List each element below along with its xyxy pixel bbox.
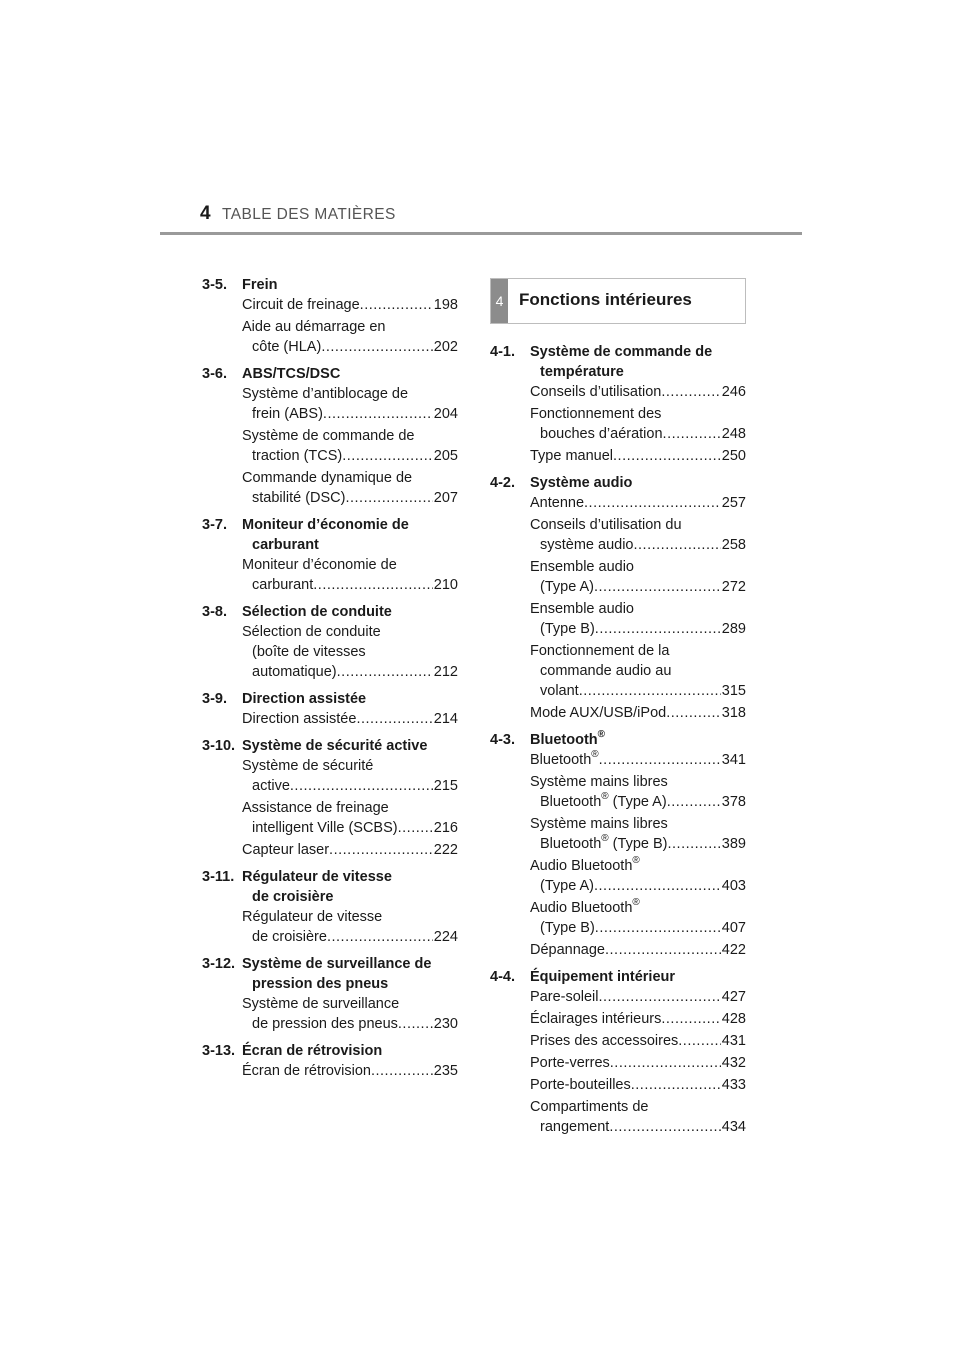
dot-leader [631, 1075, 721, 1095]
section-title: Moniteur d’économie de carburant [242, 517, 409, 553]
section-heading[interactable] [202, 867, 458, 907]
toc-entry[interactable] [490, 898, 746, 938]
section-heading[interactable] [202, 1041, 458, 1061]
toc-left-column [202, 275, 458, 1081]
section-title: ABS/TCS/DSC [242, 366, 341, 382]
page-ref: 407 [721, 920, 746, 936]
dot-leader [584, 493, 721, 513]
toc-entry[interactable] [490, 493, 746, 513]
dot-leader [321, 337, 432, 357]
section-title: Frein [242, 277, 278, 293]
toc-entry[interactable] [202, 907, 458, 947]
entry-label: Système mains libres [530, 774, 668, 790]
section-number: 3-11. [202, 869, 235, 885]
toc-section [490, 967, 746, 1137]
entry-label: de pression des pneus [252, 1016, 398, 1032]
toc-section [202, 1041, 458, 1081]
toc-entry[interactable] [490, 599, 746, 639]
toc-entry[interactable] [202, 756, 458, 796]
entry-label: Système de commande de [242, 428, 415, 444]
entry-label: Système de surveillance [242, 996, 400, 1012]
section-heading[interactable] [490, 730, 746, 750]
page-ref: 248 [721, 426, 746, 442]
section-number: 3-10. [202, 738, 236, 754]
entry-label: Bluetooth® (Type B) [540, 833, 668, 852]
toc-entry[interactable] [490, 750, 746, 770]
toc-entry[interactable] [202, 798, 458, 838]
entry-label: Porte-verres [530, 1055, 610, 1071]
toc-right-column [490, 342, 746, 1137]
dot-leader [609, 1117, 720, 1137]
toc-entry[interactable] [202, 709, 458, 729]
page-ref: 289 [721, 621, 746, 637]
entry-label: Éclairages intérieurs [530, 1011, 662, 1027]
toc-entry[interactable] [490, 557, 746, 597]
entry-label: Ensemble audio [530, 601, 634, 617]
page-ref: 434 [721, 1119, 746, 1135]
dot-leader [327, 927, 433, 947]
entry-label: Fonctionnement des [530, 406, 662, 422]
toc-entry[interactable] [490, 1097, 746, 1137]
entry-label: Antenne [530, 495, 585, 511]
page-ref: 198 [433, 297, 458, 313]
entry-label: (boîte de vitesses [252, 644, 366, 660]
chapter-number-tab: 4 [491, 279, 508, 323]
entry-label: (Type B) [540, 621, 595, 637]
entry-label: Écran de rétrovision [242, 1063, 371, 1079]
dot-leader [398, 818, 433, 838]
entry-label: (Type B) [540, 920, 595, 936]
section-title: Sélection de conduite [242, 604, 392, 620]
toc-section [202, 689, 458, 729]
page-ref: 389 [721, 836, 746, 852]
toc-section [202, 602, 458, 682]
toc-entry[interactable] [490, 446, 746, 466]
section-heading[interactable] [202, 689, 458, 709]
dot-leader [594, 577, 721, 597]
entry-label: traction (TCS) [252, 448, 343, 464]
toc-section [202, 515, 458, 595]
toc-entry[interactable] [202, 555, 458, 595]
toc-entry[interactable] [490, 641, 746, 701]
page-ref: 214 [433, 711, 458, 727]
dot-leader [329, 840, 433, 860]
entry-label: Conseils d’utilisation du [530, 517, 682, 533]
entry-label: Fonctionnement de la [530, 643, 670, 659]
page-ref: 216 [433, 820, 458, 836]
section-title: Bluetooth® [530, 729, 606, 748]
page-ref: 204 [433, 406, 458, 422]
chapter-heading-box [490, 278, 746, 324]
toc-section [490, 730, 746, 960]
page-ref: 378 [721, 794, 746, 810]
dot-leader [595, 619, 721, 639]
section-heading[interactable] [202, 275, 458, 295]
toc-entry[interactable] [202, 426, 458, 466]
dot-leader [323, 404, 433, 424]
toc-entry[interactable] [202, 1061, 458, 1081]
toc-entry[interactable] [490, 1009, 746, 1029]
toc-entry[interactable] [202, 468, 458, 508]
page-ref: 428 [721, 1011, 746, 1027]
entry-label: Direction assistée [242, 711, 357, 727]
toc-entry[interactable] [202, 840, 458, 860]
entry-label: Ensemble audio [530, 559, 634, 575]
entry-label: côte (HLA) [252, 339, 322, 355]
section-number: 4-2. [490, 475, 515, 491]
entry-label: Pare-soleil [530, 989, 599, 1005]
page-ref: 207 [433, 490, 458, 506]
toc-section [202, 867, 458, 947]
page-ref: 202 [433, 339, 458, 355]
entry-label: Commande dynamique de [242, 470, 413, 486]
toc-section [490, 473, 746, 723]
section-heading[interactable] [490, 473, 746, 493]
chapter-title: Fonctions intérieures [519, 290, 692, 309]
entry-label: (Type A) [540, 878, 594, 894]
page-ref: 250 [721, 448, 746, 464]
section-number: 3-7. [202, 517, 227, 533]
header-rule [160, 232, 802, 235]
dot-leader [661, 382, 720, 402]
page-ref: 318 [721, 705, 746, 721]
page-ref: 431 [721, 1033, 746, 1049]
toc-section [202, 736, 458, 860]
dot-leader [342, 446, 433, 466]
page-ref: 205 [433, 448, 458, 464]
section-title: Système audio [530, 475, 633, 491]
page-ref: 433 [721, 1077, 746, 1093]
section-heading[interactable] [202, 602, 458, 622]
toc-entry[interactable] [490, 772, 746, 812]
section-title: Écran de rétrovision [242, 1043, 383, 1059]
entry-label: Circuit de freinage [242, 297, 360, 313]
section-heading[interactable] [490, 342, 746, 382]
section-number: 3-12. [202, 956, 236, 972]
entry-label: Prises des accessoires [530, 1033, 679, 1049]
page-ref: 210 [433, 577, 458, 593]
section-number: 4-4. [490, 969, 515, 985]
toc-entry[interactable] [490, 515, 746, 555]
dot-leader [313, 575, 433, 595]
entry-label: stabilité (DSC) [252, 490, 346, 506]
dot-leader [599, 750, 721, 770]
section-heading[interactable] [490, 967, 746, 987]
page-ref: 315 [721, 683, 746, 699]
toc-entry[interactable] [202, 622, 458, 682]
dot-leader [678, 1031, 721, 1051]
toc-section [490, 342, 746, 466]
entry-label: Conseils d’utilisation [530, 384, 662, 400]
page-ref: 246 [721, 384, 746, 400]
toc-section [202, 275, 458, 357]
entry-label: Bluetooth® (Type A) [540, 791, 667, 810]
section-number: 3-6. [202, 366, 227, 382]
toc-entry[interactable] [490, 987, 746, 1007]
dot-leader [595, 918, 721, 938]
toc-entry[interactable] [490, 814, 746, 854]
toc-entry[interactable] [202, 295, 458, 315]
section-number: 3-13. [202, 1043, 236, 1059]
entry-label: intelligent Ville (SCBS) [252, 820, 398, 836]
page-header [200, 203, 760, 227]
entry-label: Mode AUX/USB/iPod [530, 705, 667, 721]
entry-label: Moniteur d’économie de [242, 557, 397, 573]
section-title: Système de commande de température [530, 344, 713, 380]
toc-entry[interactable] [490, 1053, 746, 1073]
dot-leader [290, 776, 433, 796]
page-number: 4 [200, 203, 211, 224]
page-ref: 432 [721, 1055, 746, 1071]
page-ref: 257 [721, 495, 746, 511]
entry-label: Système de sécurité [242, 758, 374, 774]
entry-label: commande audio au [540, 663, 672, 679]
dot-leader [337, 662, 433, 682]
dot-leader [661, 1009, 720, 1029]
entry-label: Assistance de freinage [242, 800, 389, 816]
entry-label: automatique) [252, 664, 337, 680]
entry-label: carburant [252, 577, 314, 593]
toc-entry[interactable] [490, 703, 746, 723]
dot-leader [345, 488, 432, 508]
entry-label: bouches d’aération [540, 426, 663, 442]
entry-label: système audio [540, 537, 634, 553]
section-title: Régulateur de vitesse de croisière [242, 869, 392, 905]
page-ref: 272 [721, 579, 746, 595]
section-title: Direction assistée [242, 691, 367, 707]
entry-label: Type manuel [530, 448, 614, 464]
dot-leader [613, 446, 721, 466]
section-title: Équipement intérieur [530, 969, 676, 985]
dot-leader [666, 703, 721, 723]
entry-label: Capteur laser [242, 842, 330, 858]
page-ref: 427 [721, 989, 746, 1005]
entry-label: Aide au démarrage en [242, 319, 386, 335]
section-heading[interactable] [202, 515, 458, 555]
entry-label: Audio Bluetooth® [530, 897, 640, 916]
entry-label: Compartiments de [530, 1099, 649, 1115]
dot-leader [398, 1014, 433, 1034]
section-title: Système de surveillance de pression des pneus [242, 956, 432, 992]
page-ref: 341 [721, 752, 746, 768]
entry-label: Système mains libres [530, 816, 668, 832]
page-ref: 212 [433, 664, 458, 680]
page-ref: 215 [433, 778, 458, 794]
toc-entry[interactable] [490, 1075, 746, 1095]
toc-section [202, 364, 458, 508]
page-ref: 422 [721, 942, 746, 958]
entry-label: Système d’antiblocage de [242, 386, 409, 402]
dot-leader [610, 1053, 721, 1073]
entry-label: Audio Bluetooth® [530, 855, 640, 874]
toc-entry[interactable] [490, 404, 746, 444]
entry-label: frein (ABS) [252, 406, 323, 422]
dot-leader [663, 424, 721, 444]
toc-entry[interactable] [490, 940, 746, 960]
section-title: Système de sécurité active [242, 738, 428, 754]
entry-label: active [252, 778, 290, 794]
entry-label: de croisière [252, 929, 327, 945]
page-ref: 222 [433, 842, 458, 858]
dot-leader [594, 876, 721, 896]
dot-leader [667, 834, 720, 854]
toc-entry[interactable] [202, 994, 458, 1034]
entry-label: Porte-bouteilles [530, 1077, 631, 1093]
dot-leader [371, 1061, 433, 1081]
entry-label: Régulateur de vitesse [242, 909, 383, 925]
dot-leader [599, 987, 721, 1007]
header-title: TABLE DES MATIÈRES [222, 206, 396, 223]
toc-entry[interactable] [202, 317, 458, 357]
dot-leader [667, 792, 721, 812]
entry-label: Dépannage [530, 942, 605, 958]
section-number: 4-3. [490, 732, 515, 748]
toc-entry[interactable] [490, 1031, 746, 1051]
toc-section [202, 954, 458, 1034]
entry-label: rangement [540, 1119, 610, 1135]
section-number: 3-9. [202, 691, 227, 707]
dot-leader [605, 940, 721, 960]
toc-entry[interactable] [490, 856, 746, 896]
page-ref: 258 [721, 537, 746, 553]
page-ref: 224 [433, 929, 458, 945]
entry-label: Sélection de conduite [242, 624, 381, 640]
dot-leader [360, 295, 433, 315]
entry-label: (Type A) [540, 579, 594, 595]
section-number: 4-1. [490, 344, 515, 360]
section-heading[interactable] [202, 364, 458, 384]
section-number: 3-5. [202, 277, 227, 293]
entry-label: Bluetooth® [530, 749, 599, 768]
page-ref: 235 [433, 1063, 458, 1079]
section-number: 3-8. [202, 604, 227, 620]
entry-label: volant [540, 683, 579, 699]
section-heading[interactable] [202, 736, 458, 756]
section-heading[interactable] [202, 954, 458, 994]
dot-leader [634, 535, 721, 555]
toc-entry[interactable] [490, 382, 746, 402]
page-ref: 403 [721, 878, 746, 894]
toc-entry[interactable] [202, 384, 458, 424]
dot-leader [579, 681, 721, 701]
dot-leader [356, 709, 432, 729]
page-ref: 230 [433, 1016, 458, 1032]
